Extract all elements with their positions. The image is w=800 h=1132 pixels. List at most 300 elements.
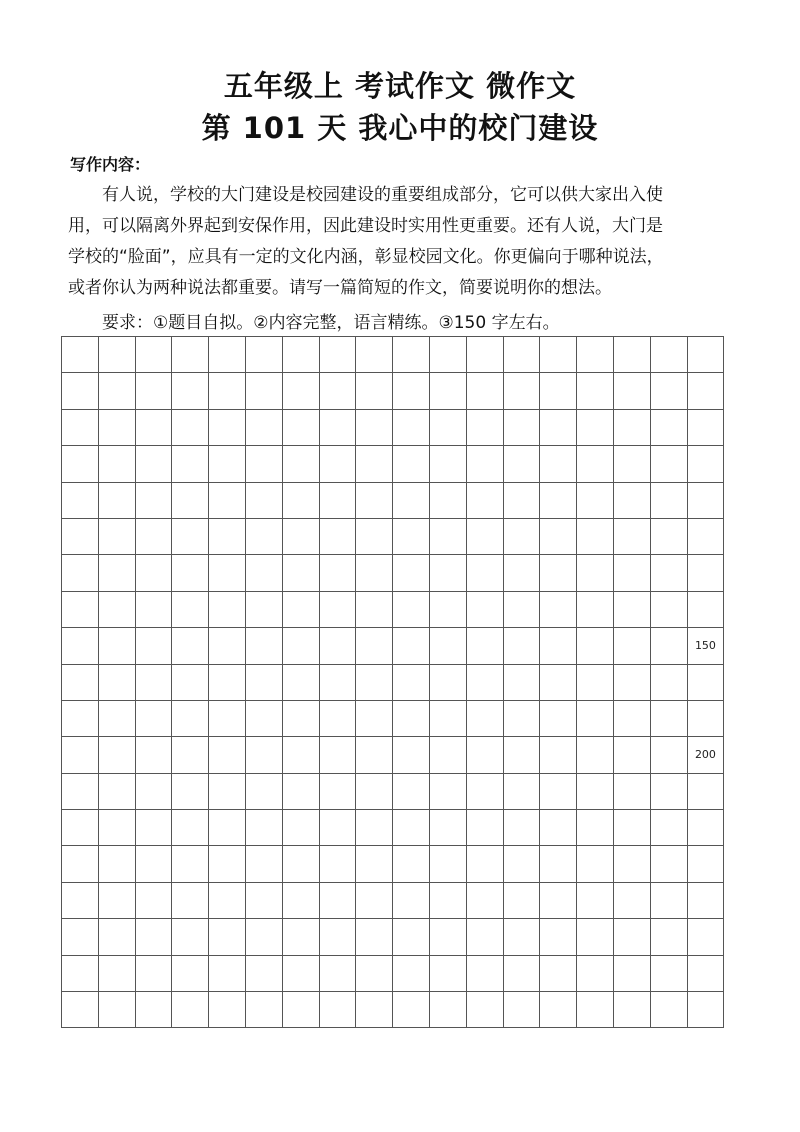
grid-cell	[282, 737, 319, 773]
grid-cell	[540, 373, 577, 409]
grid-cell	[650, 882, 687, 918]
grid-cell	[62, 337, 99, 373]
grid-cell	[319, 846, 356, 882]
grid-cell	[319, 591, 356, 627]
grid-cell	[62, 773, 99, 809]
grid-cell	[466, 773, 503, 809]
grid-cell	[282, 919, 319, 955]
grid-cell	[503, 700, 540, 736]
grid-cell	[393, 628, 430, 664]
grid-cell	[687, 373, 724, 409]
grid-cell	[393, 773, 430, 809]
grid-cell	[540, 846, 577, 882]
grid-cell	[577, 446, 614, 482]
grid-cell	[245, 919, 282, 955]
grid-cell	[687, 955, 724, 991]
grid-cell	[540, 409, 577, 445]
grid-cell	[172, 409, 209, 445]
grid-cell	[209, 446, 246, 482]
grid-cell	[209, 919, 246, 955]
grid-cell	[356, 992, 393, 1028]
grid-cell	[577, 555, 614, 591]
grid-cell	[282, 992, 319, 1028]
grid-cell	[466, 628, 503, 664]
grid-cell	[503, 409, 540, 445]
grid-cell	[245, 882, 282, 918]
grid-row	[62, 591, 724, 627]
grid-cell	[172, 518, 209, 554]
grid-cell	[650, 919, 687, 955]
grid-cell	[282, 373, 319, 409]
grid-cell	[577, 591, 614, 627]
grid-cell	[540, 628, 577, 664]
grid-cell	[429, 337, 466, 373]
grid-row	[62, 409, 724, 445]
grid-cell	[209, 518, 246, 554]
grid-row	[62, 337, 724, 373]
grid-cell	[503, 846, 540, 882]
grid-cell	[209, 810, 246, 846]
grid-cell	[62, 555, 99, 591]
grid-cell	[62, 737, 99, 773]
grid-cell	[503, 446, 540, 482]
grid-cell	[319, 518, 356, 554]
grid-cell	[393, 591, 430, 627]
grid-cell	[62, 446, 99, 482]
grid-cell	[577, 337, 614, 373]
grid-cell	[62, 664, 99, 700]
grid-cell	[503, 773, 540, 809]
grid-cell	[687, 992, 724, 1028]
grid-cell	[172, 955, 209, 991]
grid-cell	[687, 664, 724, 700]
grid-cell	[466, 882, 503, 918]
grid-cell	[356, 518, 393, 554]
grid-cell	[62, 518, 99, 554]
grid-cell	[98, 846, 135, 882]
grid-cell	[393, 700, 430, 736]
grid-cell	[503, 919, 540, 955]
grid-cell	[356, 882, 393, 918]
grid-cell	[650, 482, 687, 518]
grid-cell	[209, 737, 246, 773]
grid-cell	[650, 373, 687, 409]
grid-cell	[245, 810, 282, 846]
grid-cell	[466, 337, 503, 373]
title-line-2: 第 101 天 我心中的校门建设	[201, 111, 599, 145]
grid-cell	[503, 992, 540, 1028]
grid-cell	[650, 846, 687, 882]
grid-cell	[687, 409, 724, 445]
grid-cell	[650, 446, 687, 482]
prompt-line-1: 有人说，学校的大门建设是校园建设的重要组成部分，它可以供大家出入使	[102, 185, 663, 205]
grid-row	[62, 446, 724, 482]
grid-cell	[466, 992, 503, 1028]
grid-cell	[172, 700, 209, 736]
grid-cell	[650, 628, 687, 664]
grid-cell	[209, 992, 246, 1028]
grid-cell	[98, 810, 135, 846]
grid-cell	[613, 773, 650, 809]
grid-row	[62, 518, 724, 554]
grid-cell	[135, 700, 172, 736]
grid-cell	[172, 919, 209, 955]
grid-cell	[466, 737, 503, 773]
grid-cell	[393, 955, 430, 991]
grid-cell	[393, 409, 430, 445]
grid-row	[62, 919, 724, 955]
grid-cell	[135, 591, 172, 627]
grid-cell	[209, 882, 246, 918]
grid-cell	[245, 409, 282, 445]
grid-cell	[650, 409, 687, 445]
grid-cell	[356, 955, 393, 991]
grid-cell	[393, 846, 430, 882]
grid-cell	[429, 373, 466, 409]
grid-cell	[613, 955, 650, 991]
grid-cell	[466, 955, 503, 991]
grid-cell	[209, 373, 246, 409]
grid-cell	[429, 955, 466, 991]
grid-cell	[356, 337, 393, 373]
grid-cell	[540, 337, 577, 373]
grid-cell	[429, 882, 466, 918]
grid-cell	[613, 518, 650, 554]
grid-cell	[172, 882, 209, 918]
grid-cell	[429, 518, 466, 554]
grid-cell	[503, 664, 540, 700]
grid-cell	[62, 882, 99, 918]
grid-cell	[613, 446, 650, 482]
grid-cell	[172, 628, 209, 664]
grid-cell	[282, 518, 319, 554]
grid-cell	[429, 919, 466, 955]
grid-cell	[429, 810, 466, 846]
grid-cell	[650, 737, 687, 773]
grid-cell	[393, 446, 430, 482]
grid-cell	[650, 810, 687, 846]
grid-cell	[319, 555, 356, 591]
grid-cell	[282, 591, 319, 627]
grid-cell	[245, 482, 282, 518]
grid-cell	[98, 773, 135, 809]
grid-cell	[393, 337, 430, 373]
grid-cell	[172, 664, 209, 700]
grid-cell	[135, 409, 172, 445]
grid-cell	[577, 992, 614, 1028]
grid-cell	[98, 700, 135, 736]
grid-cell	[62, 810, 99, 846]
grid-cell	[356, 628, 393, 664]
grid-cell	[209, 955, 246, 991]
grid-cell	[503, 555, 540, 591]
grid-cell	[650, 700, 687, 736]
grid-cell	[429, 409, 466, 445]
grid-cell	[209, 409, 246, 445]
grid-cell	[503, 482, 540, 518]
grid-cell	[98, 664, 135, 700]
grid-cell	[503, 737, 540, 773]
grid-cell	[135, 518, 172, 554]
grid-cell	[466, 810, 503, 846]
grid-cell	[209, 773, 246, 809]
grid-cell	[245, 955, 282, 991]
grid-cell	[429, 664, 466, 700]
grid-cell	[577, 737, 614, 773]
grid-cell	[98, 919, 135, 955]
grid-cell	[540, 555, 577, 591]
grid-cell	[466, 700, 503, 736]
grid-cell	[613, 846, 650, 882]
grid-cell	[503, 882, 540, 918]
grid-cell	[650, 664, 687, 700]
grid-row	[62, 846, 724, 882]
grid-cell	[650, 955, 687, 991]
grid-row	[62, 664, 724, 700]
word-count-marker: 150	[687, 628, 724, 664]
grid-cell	[393, 810, 430, 846]
grid-cell	[282, 846, 319, 882]
grid-cell	[577, 373, 614, 409]
grid-cell	[356, 373, 393, 409]
grid-cell	[98, 882, 135, 918]
grid-cell	[540, 919, 577, 955]
grid-cell	[172, 555, 209, 591]
grid-cell	[429, 846, 466, 882]
grid-cell	[98, 337, 135, 373]
grid-cell	[172, 591, 209, 627]
grid-cell	[282, 446, 319, 482]
prompt-line-2: 用，可以隔离外界起到安保作用，因此建设时实用性更重要。还有人说，大门是	[68, 216, 663, 236]
grid-cell	[135, 919, 172, 955]
grid-cell	[282, 810, 319, 846]
grid-cell	[540, 955, 577, 991]
grid-cell	[356, 446, 393, 482]
grid-cell	[356, 773, 393, 809]
grid-cell	[98, 992, 135, 1028]
grid-cell	[245, 700, 282, 736]
grid-cell	[650, 518, 687, 554]
grid-cell	[135, 846, 172, 882]
grid-cell	[245, 628, 282, 664]
grid-cell	[135, 628, 172, 664]
grid-cell	[429, 628, 466, 664]
grid-cell	[135, 737, 172, 773]
grid-cell	[135, 664, 172, 700]
grid-cell	[135, 810, 172, 846]
grid-cell	[577, 846, 614, 882]
grid-cell	[429, 737, 466, 773]
grid-cell	[135, 992, 172, 1028]
grid-cell	[650, 337, 687, 373]
grid-cell	[613, 919, 650, 955]
grid-cell	[135, 773, 172, 809]
grid-cell	[503, 628, 540, 664]
grid-cell	[62, 992, 99, 1028]
grid-cell	[245, 446, 282, 482]
grid-cell	[540, 446, 577, 482]
requirements-line: 要求：①题目自拟。②内容完整，语言精练。③150 字左右。	[102, 313, 560, 333]
grid-cell	[577, 700, 614, 736]
grid-cell	[62, 846, 99, 882]
grid-cell	[98, 518, 135, 554]
grid-cell	[319, 446, 356, 482]
grid-cell	[62, 628, 99, 664]
grid-cell	[245, 992, 282, 1028]
grid-cell	[319, 373, 356, 409]
grid-cell	[577, 810, 614, 846]
grid-cell	[540, 664, 577, 700]
prompt-line-3: 学校的“脸面”，应具有一定的文化内涵，彰显校园文化。你更偏向于哪种说法，	[68, 247, 664, 267]
grid-cell	[135, 955, 172, 991]
grid-cell	[687, 591, 724, 627]
grid-cell	[135, 446, 172, 482]
grid-cell	[613, 591, 650, 627]
grid-cell	[98, 555, 135, 591]
grid-cell	[577, 919, 614, 955]
grid-cell	[135, 337, 172, 373]
grid-cell	[503, 518, 540, 554]
grid-cell	[613, 482, 650, 518]
grid-cell	[577, 628, 614, 664]
grid-cell	[687, 919, 724, 955]
grid-cell	[540, 518, 577, 554]
grid-cell	[135, 555, 172, 591]
grid-cell	[393, 555, 430, 591]
grid-cell	[466, 409, 503, 445]
grid-cell	[429, 482, 466, 518]
grid-cell	[319, 955, 356, 991]
grid-cell	[613, 664, 650, 700]
grid-cell	[62, 373, 99, 409]
grid-row	[62, 628, 724, 664]
grid-cell	[393, 518, 430, 554]
grid-cell	[650, 591, 687, 627]
grid-cell	[466, 919, 503, 955]
grid-cell	[393, 992, 430, 1028]
grid-cell	[540, 810, 577, 846]
grid-cell	[209, 591, 246, 627]
grid-cell	[62, 700, 99, 736]
grid-cell	[282, 773, 319, 809]
grid-cell	[540, 882, 577, 918]
grid-cell	[429, 555, 466, 591]
grid-row	[62, 810, 724, 846]
grid-cell	[62, 955, 99, 991]
grid-cell	[356, 700, 393, 736]
grid-cell	[319, 482, 356, 518]
grid-cell	[577, 518, 614, 554]
grid-row	[62, 882, 724, 918]
grid-cell	[98, 591, 135, 627]
grid-cell	[687, 773, 724, 809]
grid-cell	[172, 337, 209, 373]
grid-cell	[613, 882, 650, 918]
grid-cell	[245, 337, 282, 373]
grid-cell	[577, 482, 614, 518]
grid-cell	[613, 992, 650, 1028]
grid-cell	[172, 373, 209, 409]
grid-row	[62, 773, 724, 809]
grid-cell	[466, 555, 503, 591]
grid-cell	[429, 992, 466, 1028]
grid-cell	[687, 446, 724, 482]
grid-cell	[319, 700, 356, 736]
grid-cell	[356, 409, 393, 445]
grid-cell	[319, 992, 356, 1028]
grid-cell	[466, 664, 503, 700]
grid-cell	[319, 409, 356, 445]
grid-cell	[540, 992, 577, 1028]
grid-cell	[429, 591, 466, 627]
grid-cell	[393, 882, 430, 918]
grid-cell	[503, 955, 540, 991]
grid-cell	[613, 700, 650, 736]
grid-cell	[577, 882, 614, 918]
grid-cell	[650, 773, 687, 809]
grid-cell	[245, 737, 282, 773]
grid-cell	[356, 482, 393, 518]
grid-cell	[466, 373, 503, 409]
grid-row	[62, 992, 724, 1028]
grid-cell	[282, 664, 319, 700]
grid-cell	[577, 409, 614, 445]
grid-cell	[282, 337, 319, 373]
grid-cell	[613, 337, 650, 373]
grid-cell	[540, 482, 577, 518]
grid-cell	[282, 555, 319, 591]
grid-cell	[466, 518, 503, 554]
grid-cell	[98, 409, 135, 445]
grid-cell	[209, 628, 246, 664]
grid-row	[62, 482, 724, 518]
grid-cell	[172, 846, 209, 882]
grid-cell	[62, 482, 99, 518]
grid-cell	[356, 664, 393, 700]
grid-cell	[282, 628, 319, 664]
grid-cell	[687, 846, 724, 882]
grid-cell	[687, 482, 724, 518]
grid-cell	[172, 810, 209, 846]
grid-cell	[540, 591, 577, 627]
grid-cell	[209, 555, 246, 591]
grid-cell	[429, 773, 466, 809]
grid-cell	[356, 737, 393, 773]
grid-cell	[172, 992, 209, 1028]
grid-cell	[282, 700, 319, 736]
title-line-1: 五年级上 考试作文 微作文	[223, 69, 577, 103]
grid-cell	[577, 773, 614, 809]
content-label: 写作内容：	[70, 155, 151, 174]
grid-cell	[613, 628, 650, 664]
grid-cell	[62, 591, 99, 627]
grid-cell	[245, 664, 282, 700]
grid-row	[62, 700, 724, 736]
grid-cell	[503, 337, 540, 373]
grid-cell	[62, 409, 99, 445]
grid-cell	[282, 482, 319, 518]
grid-cell	[245, 773, 282, 809]
grid-cell	[172, 482, 209, 518]
grid-cell	[172, 737, 209, 773]
grid-cell	[577, 955, 614, 991]
grid-cell	[466, 591, 503, 627]
grid-cell	[687, 810, 724, 846]
grid-cell	[245, 518, 282, 554]
grid-cell	[319, 628, 356, 664]
grid-cell	[503, 810, 540, 846]
grid-cell	[613, 737, 650, 773]
